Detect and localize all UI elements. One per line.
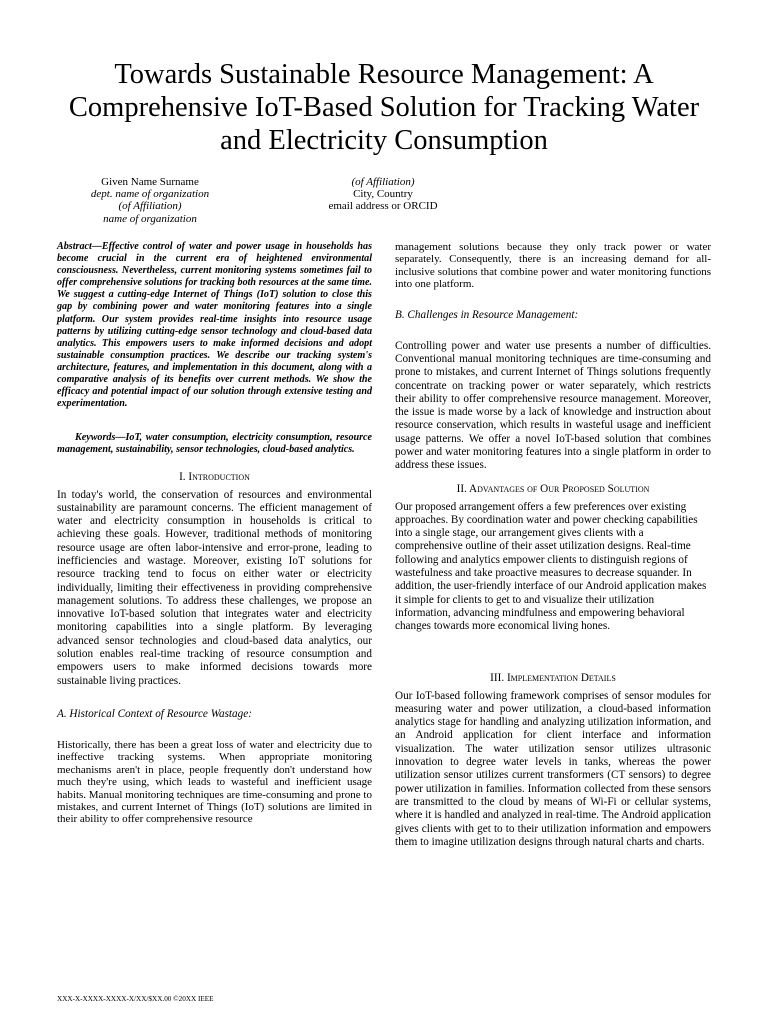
implementation-text: Our IoT-based following framework comprises of sensor modules for measuring water and power utilization, a cloud-based information analytics stage for handling and analyzing utilization information, and an Android application for client interface and information visualization. The water utilization sensor utilizes ultrasonic innovation to degree water levels in tanks, whereas the power utilization sensor utilizes current transformers (CT sensors) to degree power utilization in families. Information collected from these sensors are transmitted to the cloud by means of Wi-Fi or cellular systems, where it is handled and analyzed in real-time. The Android application gives clients with get to to their utilization information and empowers them to imagine utilization designs through natural charts and charts.	[395, 689, 711, 848]
introduction-text: In today's world, the conservation of resources and environmental sustainability are paramount concerns. The efficient management of water and electricity consumption in households is critical to achieving these goals. However, traditional methods of monitoring resource usage are often labor-intensive and error-prone, leading to inefficiencies and wastage. Moreover, existing IoT solutions for resource tracking tend to focus on either water or electricity individually, limiting their effectiveness in providing comprehensive management solutions. To address these challenges, we propose an innovative IoT-based solution that integrates water and electricity monitoring capabilities into a single platform. By leveraging advanced sensor technologies and cloud-based data analytics, our solution enables real-time tracking of resource consumption and empowers users to make informed decisions towards more sustainable living practices.	[57, 488, 372, 687]
historical-text: Historically, there has been a great loss of water and electricity due to ineffective tracking systems. When appropriate monitoring mechanisms aren't in place, people frequently don't understand how much they're using, which leads to wasteful and inefficient usage habits. Manual monitoring techniques are time-consuming and prone to mistakes, and current Internet of Things (IoT) solutions are limited in their ability to offer comprehensive resource	[57, 738, 372, 826]
author-name: Given Name Surname	[101, 176, 199, 188]
right-column	[395, 241, 711, 849]
subsection-heading-challenges: B. Challenges in Resource Management:	[395, 308, 579, 321]
author-affiliation: (of Affiliation)	[351, 176, 415, 188]
author-affiliation: (of Affiliation)	[118, 200, 182, 213]
author-block-2	[303, 176, 463, 213]
abstract	[57, 241, 372, 410]
section-heading-introduction: I. Introduction	[179, 470, 250, 483]
section-heading-implementation: III. Implementation Details	[490, 671, 616, 684]
author-dept: dept. name of organization	[90, 188, 210, 201]
abstract-label: Abstract	[57, 241, 92, 252]
author-email: email address or ORCID	[328, 200, 438, 213]
paper-title: Towards Sustainable Resource Management: A Comprehensive IoT-Based Solution for Tracking Water and Electricity Consumption	[68, 59, 700, 156]
advantages-text: Our proposed arrangement offers a few preferences over existing approaches. By coordination water and power checking capabilities into a single stage, our arrangement gives clients with a comprehensive outline of their asset utilization designs. Real-time following and analytics empower clients to distinguish regions of wastefulness and take proactive measures to decrease squander. In addition, the user-friendly interface of our Android application makes it simple for clients to get to and visualize their utilization information, advancing mindfulness and empowering behavioral changes towards more economical living hones.	[395, 500, 707, 633]
author-city: City, Country	[353, 188, 413, 201]
author-org: name of organization	[103, 212, 197, 225]
keywords: Keywords—IoT, water consumption, electricity consumption, resource management, sustainability, sensor technologies, cloud-based analytics.	[57, 432, 372, 456]
subsection-heading-historical: A. Historical Context of Resource Wastage:	[57, 707, 252, 720]
historical-text-continued: management solutions because they only track power or water separately. Consequently, there is an increasing demand for all-inclusive solutions that combine power and water monitoring functions into one platform.	[395, 241, 711, 291]
author-block-1	[70, 176, 230, 225]
left-column	[57, 241, 372, 826]
abstract-text: —Effective control of water and power usage in households has become crucial in the current era of heightened environmental consciousness. Nevertheless, current monitoring systems sometimes fail to offer comprehensive solutions for tracking both resources at the same time. We suggest a cutting-edge Internet of Things (IoT) solution to close this gap by combining power and water monitoring features into a single platform. Our system provides real-time insights into resource usage patterns by utilizing cutting-edge sensor technology and cloud-based data analytics. This empowers users to make informed decisions and adopt sustainable consumption practices. We describe our tracking system's architecture, features, and implementation in this document, along with a comparative analysis of its benefits over current methods. We show the efficacy and potential impact of our solution through extensive testing and experimentation.	[57, 241, 372, 410]
challenges-text: Controlling power and water use presents a number of difficulties. Conventional manual monitoring techniques are time-consuming and prone to mistakes, and current Internet of Things solutions frequently concentrate on tracking power or water separately, which restricts their ability to offer comprehensive resource management. Moreover, the issue is made worse by a lack of knowledge and instruction about resource conservation, which results in wasteful usage and inefficient usage patterns. We offer a novel IoT-based solution that combines power and water monitoring features into a single platform in order to address these issues.	[395, 339, 711, 472]
section-heading-advantages: II. Advantages of Our Proposed Solution	[456, 482, 650, 495]
copyright-footer: XXX-X-XXXX-XXXX-X/XX/$XX.00 ©20XX IEEE	[57, 995, 214, 1003]
